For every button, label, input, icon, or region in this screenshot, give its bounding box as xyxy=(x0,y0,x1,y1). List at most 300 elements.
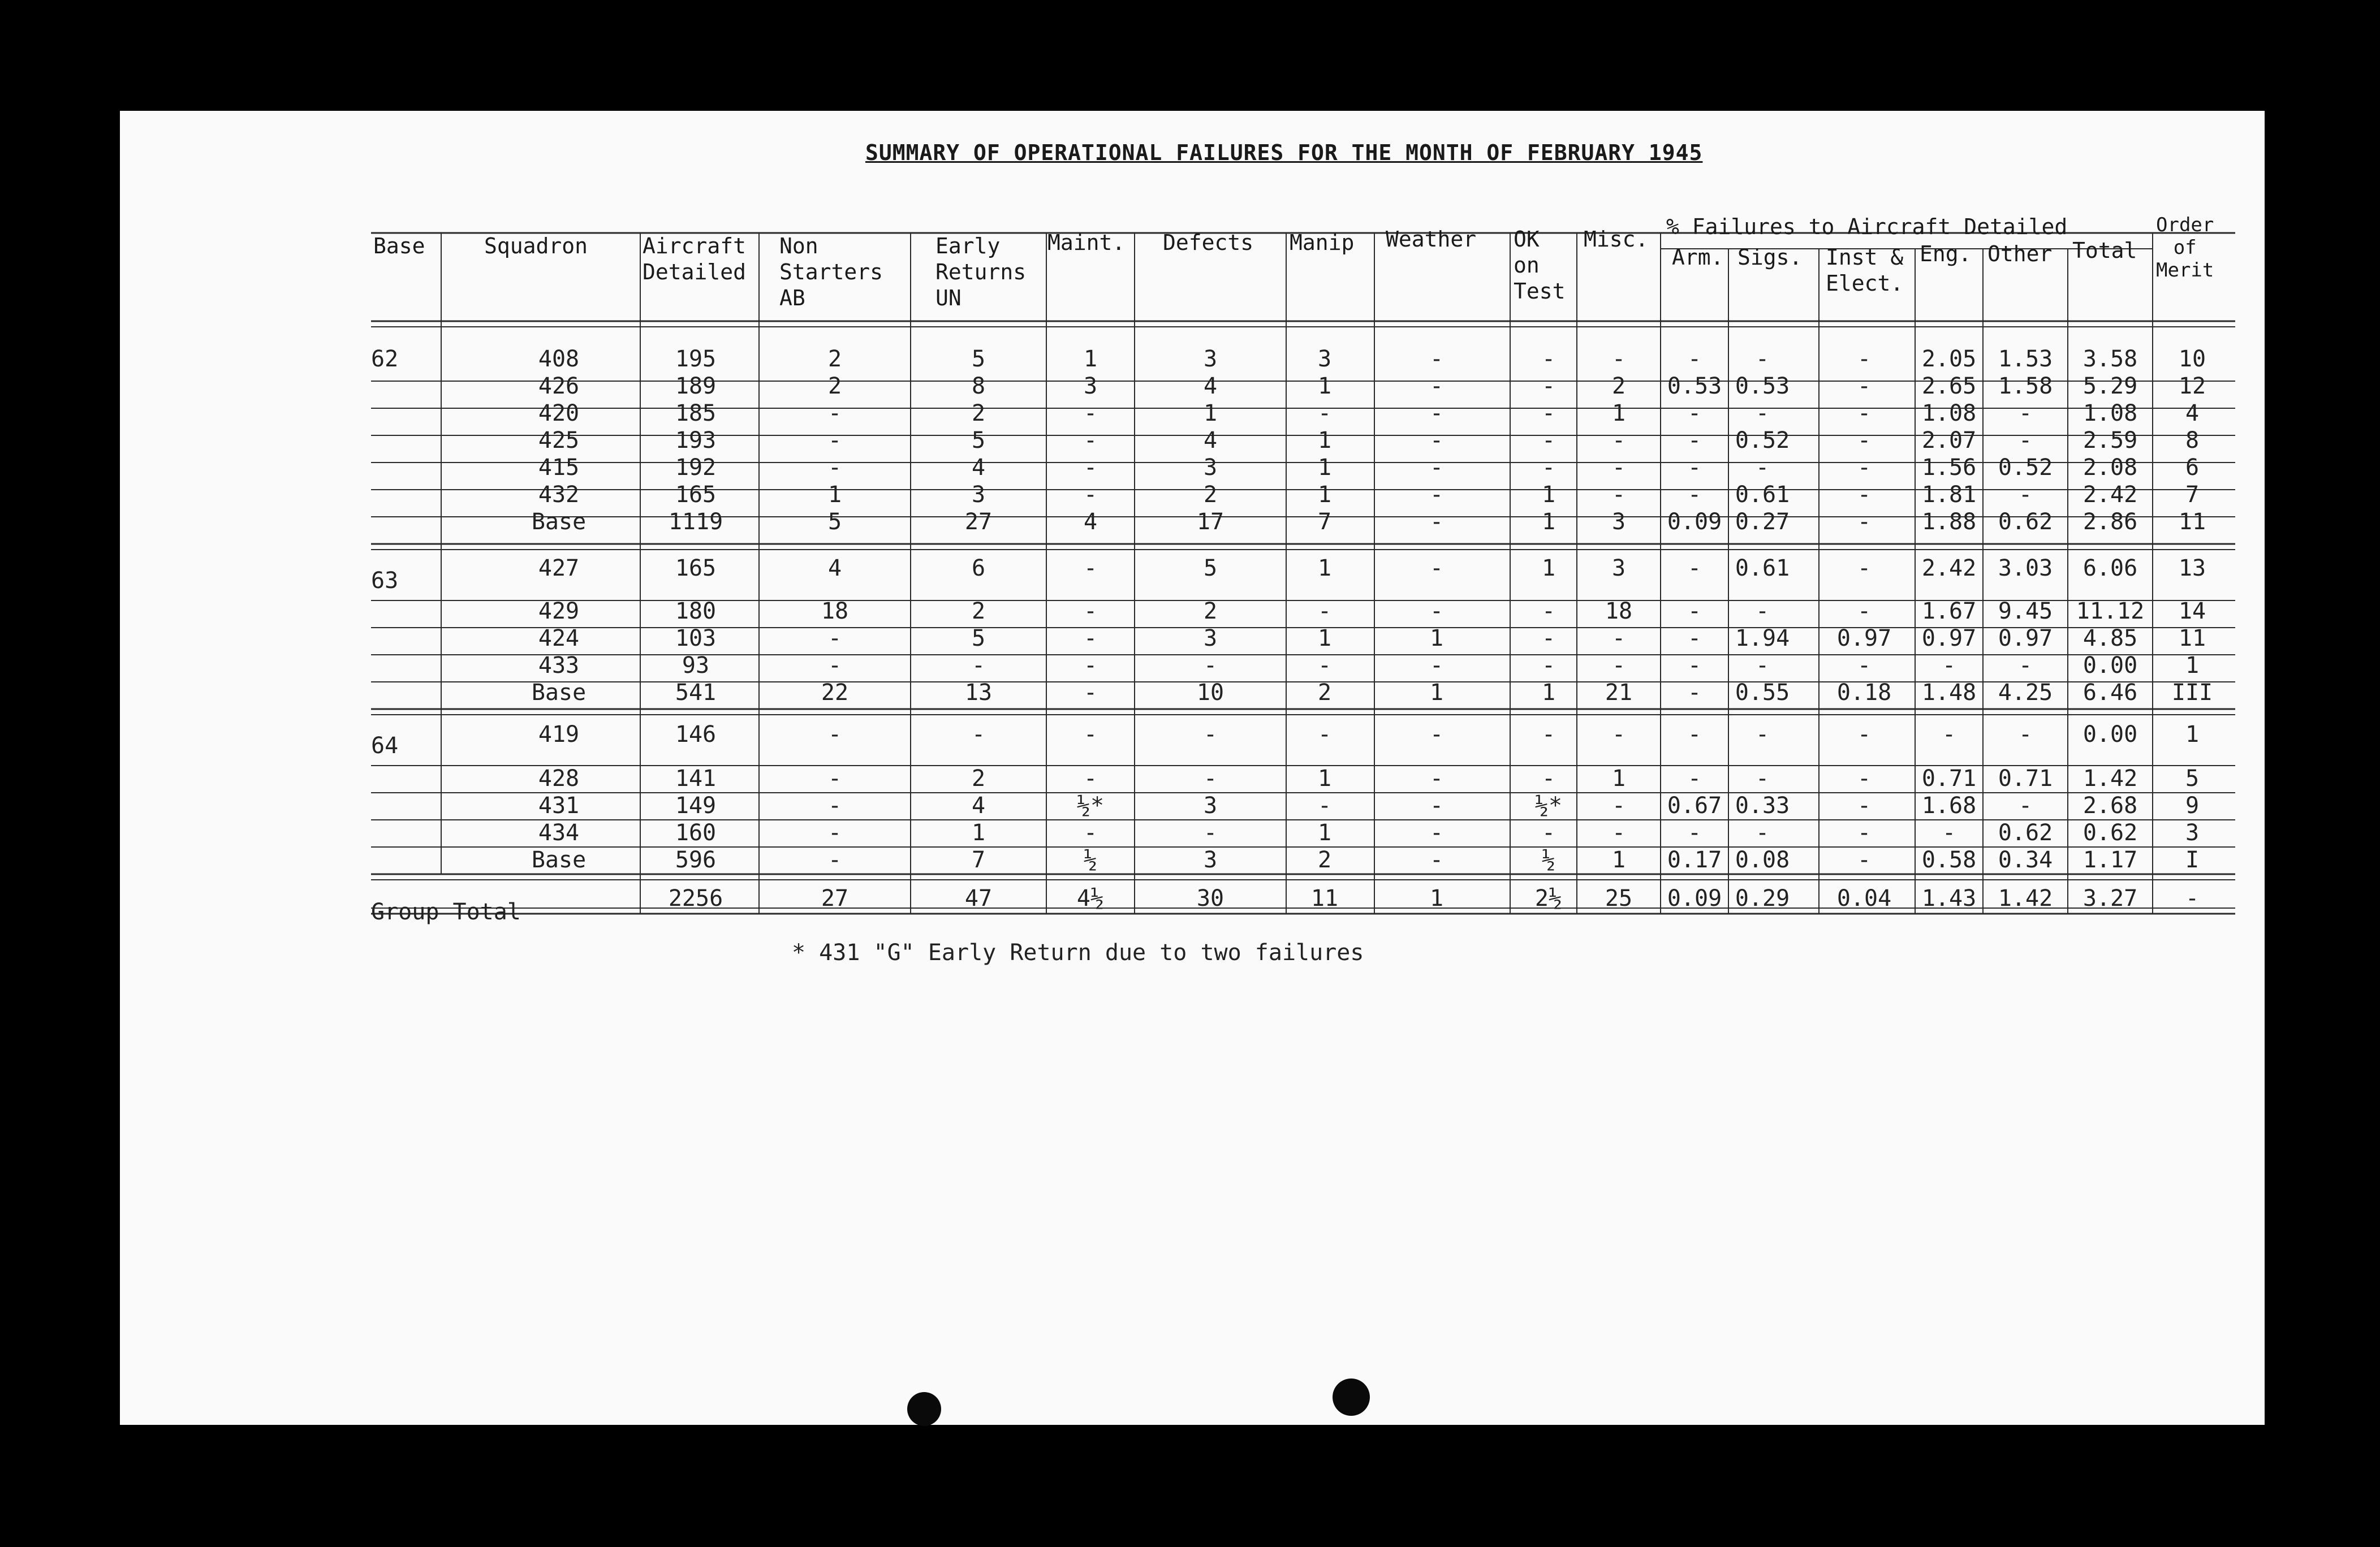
table-cell: 4 xyxy=(1083,509,1098,535)
table-cell: - xyxy=(1687,721,1702,747)
table-cell: - xyxy=(1429,400,1444,426)
table-cell: - xyxy=(1687,400,1702,426)
table-cell: 1 xyxy=(1317,625,1332,651)
table-cell: 4 xyxy=(1203,427,1218,453)
table-cell: 160 xyxy=(675,820,717,846)
header-total: Total xyxy=(2072,238,2137,263)
header-early-returns: Early Returns UN xyxy=(935,234,1027,310)
table-cell: 13 xyxy=(964,680,993,706)
table-cell: - xyxy=(1541,598,1556,624)
table-cell: 2.42 xyxy=(1921,555,1977,581)
table-cell: 0.62 xyxy=(1998,820,2053,846)
table-cell: 5 xyxy=(2185,766,2200,792)
table-cell: - xyxy=(1429,721,1444,747)
table-cell: - xyxy=(1429,373,1444,399)
table-cell: 103 xyxy=(675,625,717,651)
table-cell: 2 xyxy=(1317,680,1332,706)
squadron-cell: 429 xyxy=(538,598,580,624)
table-cell: - xyxy=(1541,373,1556,399)
table-cell: 7 xyxy=(971,847,986,873)
table-cell: 0.58 xyxy=(1921,847,1977,873)
squadron-cell: 425 xyxy=(538,427,580,453)
table-cell: - xyxy=(1687,346,1702,372)
table-cell: 0.61 xyxy=(1735,482,1790,508)
table-cell: - xyxy=(1083,455,1098,481)
header-other: Other xyxy=(1987,241,2053,266)
table-cell: 12 xyxy=(2178,373,2206,399)
table-cell: - xyxy=(1857,598,1872,624)
table-cell: - xyxy=(1429,793,1444,819)
table-cell: 2.59 xyxy=(2082,427,2138,453)
table-cell: 11 xyxy=(2178,509,2206,535)
table-cell: 3 xyxy=(1203,793,1218,819)
table-cell: 3 xyxy=(1203,455,1218,481)
table-cell: - xyxy=(827,625,842,651)
table-cell: 0.62 xyxy=(2082,820,2138,846)
base-label: 64 xyxy=(371,733,399,759)
table-cell: - xyxy=(1429,598,1444,624)
table-cell: 1119 xyxy=(668,509,723,535)
table-cell: 1 xyxy=(1541,555,1556,581)
table-cell: - xyxy=(1857,721,1872,747)
table-cell: 0.71 xyxy=(1998,766,2053,792)
table-cell: 5 xyxy=(971,346,986,372)
table-cell: 6.06 xyxy=(2082,555,2138,581)
table-cell: - xyxy=(1755,820,1770,846)
table-cell: 4 xyxy=(827,555,842,581)
table-cell: - xyxy=(1857,373,1872,399)
table-cell: - xyxy=(1541,346,1556,372)
table-cell: - xyxy=(1611,820,1626,846)
table-cell: 6.46 xyxy=(2082,680,2138,706)
table-cell: 1 xyxy=(1611,847,1626,873)
group-total-cell: 27 xyxy=(821,885,849,911)
table-cell: 0.17 xyxy=(1667,847,1722,873)
header-aircraft-detailed: Aircraft Detailed xyxy=(643,234,747,284)
table-cell: - xyxy=(1755,346,1770,372)
table-cell: 11 xyxy=(2178,625,2206,651)
table-cell: - xyxy=(1203,721,1218,747)
table-cell: 180 xyxy=(675,598,717,624)
squadron-cell: 434 xyxy=(538,820,580,846)
table-cell: 2 xyxy=(1317,847,1332,873)
table-cell: 0.67 xyxy=(1667,793,1722,819)
table-cell: ½ xyxy=(1541,847,1556,873)
table-cell: 4.85 xyxy=(2082,625,2138,651)
table-cell: - xyxy=(1857,400,1872,426)
table-cell: - xyxy=(1857,847,1872,873)
table-cell: 2.05 xyxy=(1921,346,1977,372)
table-cell: - xyxy=(1429,509,1444,535)
table-cell: - xyxy=(1429,820,1444,846)
table-cell: - xyxy=(827,793,842,819)
table-cell: 3 xyxy=(1203,625,1218,651)
table-cell: 1.53 xyxy=(1998,346,2053,372)
squadron-cell: Base xyxy=(531,509,587,535)
table-cell: 5 xyxy=(971,625,986,651)
table-cell: 2.68 xyxy=(2082,793,2138,819)
table-cell: - xyxy=(1755,721,1770,747)
table-cell: I xyxy=(2185,847,2200,873)
table-cell: 5 xyxy=(971,427,986,453)
table-cell: - xyxy=(1942,820,1956,846)
header-base: Base xyxy=(373,234,425,258)
table-cell: 541 xyxy=(675,680,717,706)
table-cell: 1 xyxy=(2185,652,2200,679)
table-cell: 2 xyxy=(971,598,986,624)
table-cell: 1 xyxy=(1611,400,1626,426)
table-cell: ½ xyxy=(1083,847,1098,873)
table-cell: - xyxy=(2018,400,2033,426)
table-cell: 8 xyxy=(2185,427,2200,453)
table-cell: - xyxy=(1083,721,1098,747)
table-cell: - xyxy=(1541,625,1556,651)
table-cell: 1 xyxy=(1317,482,1332,508)
table-cell: 2 xyxy=(1203,482,1218,508)
table-cell: 0.62 xyxy=(1998,509,2053,535)
table-cell: - xyxy=(1687,625,1702,651)
squadron-cell: 415 xyxy=(538,455,580,481)
table-cell: - xyxy=(1611,455,1626,481)
document-title: SUMMARY OF OPERATIONAL FAILURES FOR THE MONTH OF FEBRUARY 1945 xyxy=(865,140,1703,165)
table-cell: - xyxy=(1755,455,1770,481)
table-cell: - xyxy=(827,652,842,679)
group-total-cell: 3.27 xyxy=(2082,885,2138,911)
table-cell: 5 xyxy=(1203,555,1218,581)
table-cell: 2 xyxy=(827,346,842,372)
table-cell: - xyxy=(1541,652,1556,679)
table-cell: 0.27 xyxy=(1735,509,1790,535)
table-cell: 1.56 xyxy=(1921,455,1977,481)
table-cell: - xyxy=(1429,455,1444,481)
table-cell: 1 xyxy=(1317,455,1332,481)
table-cell: - xyxy=(1687,482,1702,508)
header-order-of-merit: Order of Merit xyxy=(2156,214,2214,282)
table-cell: 18 xyxy=(821,598,849,624)
table-cell: - xyxy=(1083,766,1098,792)
table-cell: - xyxy=(1857,820,1872,846)
base-label: 62 xyxy=(371,346,399,372)
table-cell: 3 xyxy=(1203,847,1218,873)
table-cell: 0.55 xyxy=(1735,680,1790,706)
table-cell: 2 xyxy=(1203,598,1218,624)
table-cell: 27 xyxy=(964,509,993,535)
table-cell: 1 xyxy=(1541,509,1556,535)
squadron-cell: 432 xyxy=(538,482,580,508)
squadron-cell: 426 xyxy=(538,373,580,399)
table-cell: 4 xyxy=(1203,373,1218,399)
table-cell: 185 xyxy=(675,400,717,426)
table-cell: - xyxy=(1083,680,1098,706)
table-cell: 6 xyxy=(971,555,986,581)
group-total-cell: 0.04 xyxy=(1836,885,1892,911)
table-cell: - xyxy=(2018,652,2033,679)
table-cell: - xyxy=(827,455,842,481)
table-cell: 3 xyxy=(1611,509,1626,535)
table-cell: 165 xyxy=(675,555,717,581)
table-cell: 11.12 xyxy=(2076,598,2145,624)
table-cell: 149 xyxy=(675,793,717,819)
table-cell: ½* xyxy=(1534,793,1563,819)
table-cell: 195 xyxy=(675,346,717,372)
table-cell: - xyxy=(1083,555,1098,581)
table-cell: - xyxy=(1611,721,1626,747)
table-cell: 21 xyxy=(1605,680,1633,706)
table-cell: III xyxy=(2171,680,2213,706)
table-cell: - xyxy=(1857,652,1872,679)
table-cell: - xyxy=(1942,652,1956,679)
table-cell: - xyxy=(1687,598,1702,624)
table-cell: 0.52 xyxy=(1998,455,2053,481)
group-total-cell: 4½ xyxy=(1076,885,1105,911)
table-cell: - xyxy=(1317,652,1332,679)
table-cell: 3 xyxy=(2185,820,2200,846)
table-cell: 0.61 xyxy=(1735,555,1790,581)
table-cell: 6 xyxy=(2185,455,2200,481)
group-total-cell: 0.09 xyxy=(1667,885,1722,911)
header-squadron: Squadron xyxy=(484,234,588,258)
table-cell: - xyxy=(1687,680,1702,706)
table-cell: 0.53 xyxy=(1735,373,1790,399)
squadron-cell: Base xyxy=(531,680,587,706)
table-cell: 3 xyxy=(971,482,986,508)
table-cell: 0.71 xyxy=(1921,766,1977,792)
table-cell: 146 xyxy=(675,721,717,747)
table-cell: 7 xyxy=(2185,482,2200,508)
table-cell: 8 xyxy=(971,373,986,399)
table-cell: 0.34 xyxy=(1998,847,2053,873)
table-cell: 1 xyxy=(1317,555,1332,581)
table-cell: 1.08 xyxy=(2082,400,2138,426)
table-cell: ½* xyxy=(1076,793,1105,819)
table-cell: 3 xyxy=(1611,555,1626,581)
table-cell: - xyxy=(1755,400,1770,426)
table-cell: - xyxy=(1317,721,1332,747)
table-cell: - xyxy=(1687,652,1702,679)
table-cell: 2 xyxy=(971,766,986,792)
table-cell: 0.97 xyxy=(1921,625,1977,651)
table-cell: 22 xyxy=(821,680,849,706)
punch-hole xyxy=(1333,1379,1370,1416)
table-cell: 2.86 xyxy=(2082,509,2138,535)
punch-hole xyxy=(907,1392,941,1426)
table-cell: - xyxy=(827,820,842,846)
table-cell: 1.17 xyxy=(2082,847,2138,873)
table-cell: 0.00 xyxy=(2082,652,2138,679)
header-sigs: Sigs. xyxy=(1737,245,1803,270)
header-ok-on-test: OK on Test xyxy=(1514,227,1566,304)
group-total-cell: 1 xyxy=(1429,885,1444,911)
table-cell: 4 xyxy=(971,455,986,481)
table-cell: 0.33 xyxy=(1735,793,1790,819)
group-total-cell: 2½ xyxy=(1534,885,1563,911)
table-cell: 1 xyxy=(1541,680,1556,706)
table-cell: 5.29 xyxy=(2082,373,2138,399)
group-total-cell: 30 xyxy=(1196,885,1225,911)
group-total-cell: 0.29 xyxy=(1735,885,1790,911)
squadron-cell: 431 xyxy=(538,793,580,819)
table-cell: - xyxy=(1755,598,1770,624)
table-cell: 192 xyxy=(675,455,717,481)
table-cell: 0.08 xyxy=(1735,847,1790,873)
table-cell: 1 xyxy=(1317,373,1332,399)
table-cell: 1.48 xyxy=(1921,680,1977,706)
table-cell: 10 xyxy=(2178,346,2206,372)
table-cell: 0.18 xyxy=(1836,680,1892,706)
table-cell: - xyxy=(1317,400,1332,426)
table-cell: - xyxy=(1203,820,1218,846)
header-pct-failures: % Failures to Aircraft Detailed xyxy=(1666,214,2068,239)
table-cell: - xyxy=(1611,346,1626,372)
group-total-label: Group Total xyxy=(371,899,521,925)
squadron-cell: 419 xyxy=(538,721,580,747)
table-cell: - xyxy=(1083,400,1098,426)
squadron-cell: 427 xyxy=(538,555,580,581)
table-cell: - xyxy=(1857,766,1872,792)
table-cell: 3 xyxy=(1317,346,1332,372)
table-cell: 1 xyxy=(971,820,986,846)
table-cell: 13 xyxy=(2178,555,2206,581)
table-cell: 3 xyxy=(1083,373,1098,399)
table-cell: - xyxy=(1429,427,1444,453)
table-cell: 1 xyxy=(1083,346,1098,372)
table-cell: 1 xyxy=(1541,482,1556,508)
table-cell: - xyxy=(1857,793,1872,819)
table-cell: 193 xyxy=(675,427,717,453)
squadron-cell: 424 xyxy=(538,625,580,651)
table-cell: - xyxy=(827,847,842,873)
table-cell: 2.07 xyxy=(1921,427,1977,453)
table-cell: - xyxy=(1541,721,1556,747)
table-cell: - xyxy=(1611,625,1626,651)
header-misc: Misc. xyxy=(1584,227,1649,252)
header-eng: Eng. xyxy=(1920,241,1972,266)
table-cell: - xyxy=(827,721,842,747)
table-cell: - xyxy=(1755,766,1770,792)
table-cell: 1.81 xyxy=(1921,482,1977,508)
table-cell: - xyxy=(1755,652,1770,679)
squadron-cell: 408 xyxy=(538,346,580,372)
table-cell: 141 xyxy=(675,766,717,792)
table-cell: - xyxy=(2018,793,2033,819)
table-cell: 1 xyxy=(1203,400,1218,426)
table-cell: 2 xyxy=(1611,373,1626,399)
table-cell: - xyxy=(1857,455,1872,481)
table-cell: 1.67 xyxy=(1921,598,1977,624)
table-cell: 189 xyxy=(675,373,717,399)
group-total-cell: 25 xyxy=(1605,885,1633,911)
table-cell: - xyxy=(827,427,842,453)
squadron-cell: 420 xyxy=(538,400,580,426)
header-non-starters: Non Starters AB xyxy=(779,234,883,310)
table-cell: - xyxy=(827,766,842,792)
table-cell: 1 xyxy=(1429,680,1444,706)
table-cell: - xyxy=(1317,598,1332,624)
table-cell: 93 xyxy=(682,652,710,679)
table-cell: - xyxy=(1611,652,1626,679)
table-cell: 9.45 xyxy=(1998,598,2053,624)
table-cell: - xyxy=(1687,766,1702,792)
table-cell: - xyxy=(1541,820,1556,846)
table-cell: - xyxy=(1203,652,1218,679)
table-cell: 0.97 xyxy=(1998,625,2053,651)
header-manip: Manip xyxy=(1290,230,1355,255)
table-cell: 2.42 xyxy=(2082,482,2138,508)
table-cell: - xyxy=(2018,721,2033,747)
squadron-cell: 433 xyxy=(538,652,580,679)
table-cell: - xyxy=(1611,793,1626,819)
table-cell: - xyxy=(1687,555,1702,581)
table-cell: 4 xyxy=(971,793,986,819)
footnote: * 431 "G" Early Return due to two failures xyxy=(792,940,1364,966)
table-cell: 1 xyxy=(1317,820,1332,846)
header-weather: Weather xyxy=(1386,227,1477,252)
table-cell: - xyxy=(1857,555,1872,581)
group-total-cell: 2256 xyxy=(668,885,723,911)
table-cell: - xyxy=(1857,427,1872,453)
table-cell: 1 xyxy=(1429,625,1444,651)
table-cell: - xyxy=(1083,482,1098,508)
table-cell: - xyxy=(1541,427,1556,453)
header-defects: Defects xyxy=(1163,230,1254,255)
table-cell: - xyxy=(1429,652,1444,679)
table-cell: - xyxy=(1083,625,1098,651)
table-cell: 1 xyxy=(827,482,842,508)
table-cell: 1.08 xyxy=(1921,400,1977,426)
table-cell: 1 xyxy=(2185,721,2200,747)
table-cell: - xyxy=(1541,766,1556,792)
table-cell: - xyxy=(1429,346,1444,372)
table-cell: 0.97 xyxy=(1836,625,1892,651)
table-cell: - xyxy=(1857,482,1872,508)
table-cell: - xyxy=(1429,482,1444,508)
table-cell: 2 xyxy=(827,373,842,399)
table-cell: 14 xyxy=(2178,598,2206,624)
table-cell: - xyxy=(1429,555,1444,581)
table-cell: - xyxy=(1541,400,1556,426)
table-cell: 1 xyxy=(1317,427,1332,453)
table-cell: - xyxy=(1857,346,1872,372)
table-cell: - xyxy=(1083,427,1098,453)
group-total-cell: - xyxy=(2185,885,2200,911)
table-cell: - xyxy=(1429,847,1444,873)
table-cell: 3 xyxy=(1203,346,1218,372)
table-cell: - xyxy=(1083,652,1098,679)
squadron-cell: 428 xyxy=(538,766,580,792)
table-cell: 18 xyxy=(1605,598,1633,624)
group-total-cell: 1.42 xyxy=(1998,885,2053,911)
table-cell: - xyxy=(1611,427,1626,453)
group-total-cell: 47 xyxy=(964,885,993,911)
table-cell: - xyxy=(1687,820,1702,846)
table-cell: 3.58 xyxy=(2082,346,2138,372)
table-cell: 4.25 xyxy=(1998,680,2053,706)
table-cell: - xyxy=(827,400,842,426)
table-cell: 0.09 xyxy=(1667,509,1722,535)
table-cell: - xyxy=(1203,766,1218,792)
table-cell: - xyxy=(1541,455,1556,481)
table-cell: 3.03 xyxy=(1998,555,2053,581)
group-total-cell: 1.43 xyxy=(1921,885,1977,911)
header-inst-elect: Inst & Elect. xyxy=(1826,245,1904,296)
squadron-cell: Base xyxy=(531,847,587,873)
table-cell: 2 xyxy=(971,400,986,426)
table-cell: 17 xyxy=(1196,509,1225,535)
table-cell: 1.42 xyxy=(2082,766,2138,792)
table-cell: - xyxy=(1687,427,1702,453)
table-cell: 7 xyxy=(1317,509,1332,535)
table-cell: - xyxy=(1429,766,1444,792)
